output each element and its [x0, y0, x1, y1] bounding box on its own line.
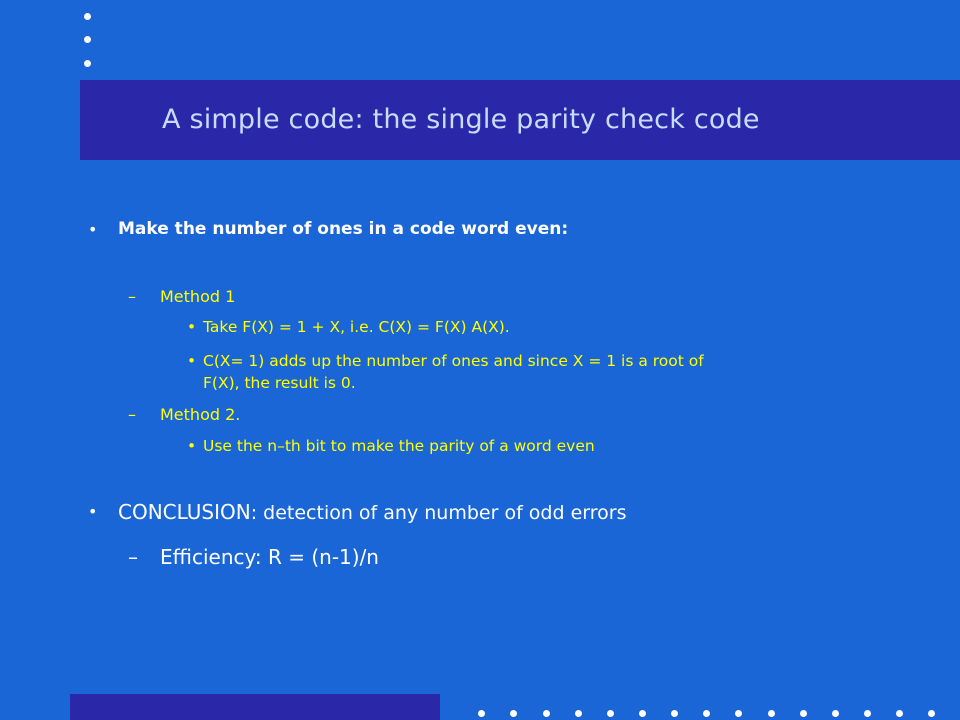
bullet-dot: • [187, 318, 197, 336]
decor-dot [478, 710, 485, 717]
subsubitem-cx-line2: F(X), the result is 0. [203, 374, 356, 392]
decor-dot [575, 710, 582, 717]
bullet-dot: • [88, 502, 98, 521]
decor-dot [639, 710, 646, 717]
bullet-dot: • [187, 352, 197, 370]
subitem-method-1: Method 1 [160, 287, 236, 306]
decor-dot [510, 710, 517, 717]
decor-dot [896, 710, 903, 717]
decor-dot [864, 710, 871, 717]
conclusion-label: CONCLUSION [118, 500, 251, 524]
decor-dot [84, 13, 91, 20]
dash-marker: – [128, 405, 136, 424]
bottom-band [70, 694, 440, 720]
decor-dot [832, 710, 839, 717]
subsubitem-take-fx: Take F(X) = 1 + X, i.e. C(X) = F(X) A(X). [203, 318, 510, 336]
decor-dot [543, 710, 550, 717]
decor-dot [607, 710, 614, 717]
bullet-text-conclusion [118, 500, 626, 524]
decor-dot [768, 710, 775, 717]
subsubitem-cx-line1: C(X= 1) adds up the number of ones and since X = 1 is a root of [203, 352, 704, 370]
subsubitem-nth-bit: Use the n–th bit to make the parity of a word even [203, 437, 595, 455]
decor-dot [84, 60, 91, 67]
bullet-dot: • [187, 437, 197, 455]
decor-dot [84, 36, 91, 43]
subitem-efficiency: Efficiency: R = (n-1)/n [160, 545, 379, 569]
decor-dot [735, 710, 742, 717]
decor-dot [671, 710, 678, 717]
decor-dot [800, 710, 807, 717]
dash-marker: – [128, 287, 136, 306]
slide-title: A simple code: the single parity check code [162, 104, 760, 135]
decor-dot [928, 710, 935, 717]
subitem-method-2: Method 2. [160, 405, 241, 424]
bullet-dot: • [88, 220, 98, 239]
conclusion-text: : detection of any number of odd errors [250, 502, 627, 524]
decor-dot [703, 710, 710, 717]
dash-marker: – [128, 545, 138, 569]
bullet-text-make-even: Make the number of ones in a code word even: [118, 219, 569, 239]
